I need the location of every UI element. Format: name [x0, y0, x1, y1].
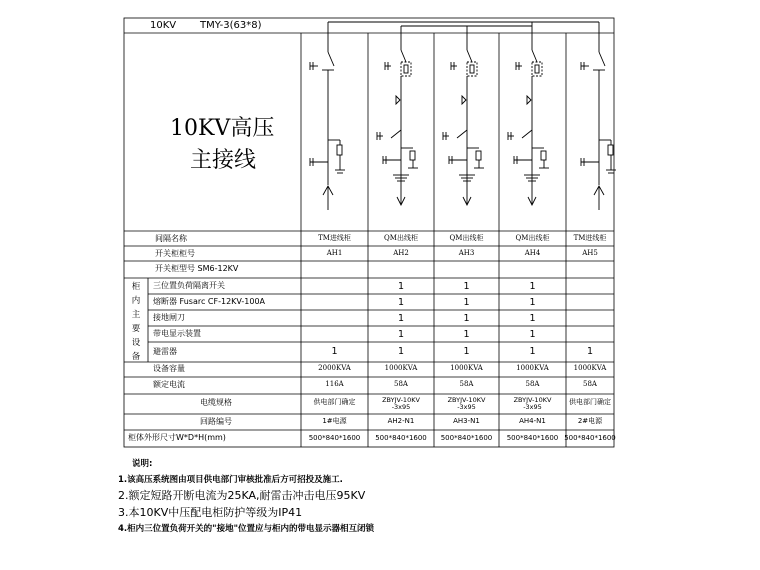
cell-ah1-dims: 500*840*1600: [308, 434, 361, 442]
cell-ah2-earthing: 1: [397, 313, 405, 324]
row-label-circuit-no: 回路编号: [200, 417, 232, 426]
cell-ah1-cable: 供电部门确定: [313, 398, 356, 406]
cell-ah2-dims: 500*840*1600: [375, 434, 427, 442]
header-voltage: 10KV: [150, 20, 177, 31]
cell-ah4-live: 1: [529, 329, 536, 340]
cell-ah2-name: QM出线柜: [384, 234, 418, 242]
cell-ah5-no: AH5: [582, 249, 598, 257]
table-frame: [124, 18, 614, 447]
cell-ah1-arrester: 1: [331, 346, 338, 357]
cell-ah2-live: 1: [397, 329, 405, 340]
cell-ah5-current: 58A: [583, 380, 597, 388]
cell-ah3-current: 58A: [459, 380, 474, 388]
cell-ah3-arrester: 1: [463, 346, 470, 357]
row-label-dimensions: 柜体外形尺寸W*D*H(mm): [128, 433, 226, 442]
cell-ah4-name: QM出线柜: [515, 234, 550, 242]
feeder-symbol-3: [443, 40, 484, 205]
cell-ah2-cable: ZBYJV-10KV -3x95: [382, 396, 420, 411]
cell-ah2-no: AH2: [393, 249, 409, 257]
cell-ah1-capacity: 2000KVA: [318, 364, 351, 372]
incomer-symbol-1: [310, 40, 345, 210]
cell-ah1-no: AH1: [326, 249, 343, 257]
cell-ah4-circuit: AH4-N1: [519, 417, 546, 425]
cell-ah2-current: 58A: [394, 380, 408, 388]
cell-ah5-capacity: 1000KVA: [573, 364, 607, 372]
row-label-earthing: 接地闸刀: [153, 313, 185, 322]
row-label-cabinet-model: 开关柜型号 SM6-12KV: [155, 264, 239, 273]
cell-ah4-current: 58A: [525, 380, 540, 388]
row-label-fuse: 熔断器 Fusarc CF-12KV-100A: [153, 297, 266, 306]
cell-ah2-fuse: 1: [397, 297, 405, 308]
cell-ah4-cable: ZBYJV-10KV -3x95: [513, 396, 552, 411]
diagram-title-line2: 主接线: [190, 148, 257, 173]
cell-ah4-capacity: 1000KVA: [516, 364, 549, 372]
cell-ah3-earthing: 1: [463, 313, 470, 324]
cell-ah5-name: TM进线柜: [573, 234, 607, 242]
row-label-capacity: 设备容量: [153, 364, 185, 373]
diagram-title-line1: 10KV高压: [170, 116, 275, 141]
cell-ah3-dims: 500*840*1600: [440, 434, 493, 442]
note-item-2: 2.额定短路开断电流为25KA,耐雷击冲击电压95KV: [118, 489, 366, 502]
cell-ah4-fuse: 1: [529, 297, 536, 308]
cell-ah4-dims: 500*840*1600: [506, 434, 559, 442]
cell-ah3-no: AH3: [458, 249, 475, 257]
feeder-symbol-2: [377, 40, 418, 205]
header-busbar: TMY-3(63*8): [200, 20, 262, 31]
cell-ah3-load-switch: 1: [463, 281, 470, 292]
row-label-arrester: 避雷器: [153, 347, 177, 356]
cell-ah3-capacity: 1000KVA: [450, 364, 483, 372]
cell-ah3-live: 1: [463, 329, 470, 340]
cell-ah2-load-switch: 1: [397, 281, 405, 292]
cell-ah5-dims: 500*840*1600: [564, 434, 616, 442]
note-item-3: 3.本10KV中压配电柜防护等级为IP41: [118, 506, 303, 519]
row-label-rated-current: 额定电流: [153, 380, 185, 389]
cell-ah5-arrester: 1: [586, 346, 594, 357]
cell-ah3-fuse: 1: [463, 297, 470, 308]
cell-ah4-earthing: 1: [529, 313, 536, 324]
feeder-symbol-4: [508, 40, 549, 205]
cell-ah3-circuit: AH3-N1: [453, 417, 480, 425]
cell-ah4-load-switch: 1: [529, 281, 536, 292]
cell-ah1-name: TM进线柜: [318, 234, 351, 242]
row-label-in-cabinet: 柜内主要设备: [131, 282, 141, 362]
note-item-1: 1.该高压系统图由项目供电部门审核批准后方可招投及施工.: [118, 475, 343, 485]
cell-ah2-arrester: 1: [397, 346, 405, 357]
cell-ah2-circuit: AH2-N1: [387, 417, 415, 425]
row-label-load-switch: 三位置负荷隔离开关: [153, 281, 225, 290]
cell-ah3-name: QM出线柜: [449, 234, 484, 242]
cell-ah4-arrester: 1: [529, 346, 536, 357]
cell-ah2-capacity: 1000KVA: [384, 364, 418, 372]
cell-ah1-circuit: 1#电源: [322, 417, 347, 425]
incomer-symbol-2: [581, 40, 616, 210]
cell-ah4-no: AH4: [524, 249, 541, 257]
row-label-cable-spec: 电缆规格: [200, 398, 232, 407]
cell-ah5-cable: 供电部门确定: [569, 398, 611, 406]
cell-ah3-cable: ZBYJV-10KV -3x95: [447, 396, 486, 411]
row-label-interval-name: 间隔名称: [155, 234, 187, 243]
row-label-cabinet-no: 开关柜柜号: [155, 249, 195, 258]
cell-ah1-current: 116A: [325, 380, 344, 388]
cell-ah5-circuit: 2#电源: [577, 417, 603, 425]
row-label-live-indicator: 带电显示装置: [153, 329, 201, 338]
notes-heading: 说明:: [132, 459, 153, 469]
note-item-4: 4.柜内三位置负荷开关的"接地"位置应与柜内的带电显示器相互闭锁: [118, 524, 375, 534]
